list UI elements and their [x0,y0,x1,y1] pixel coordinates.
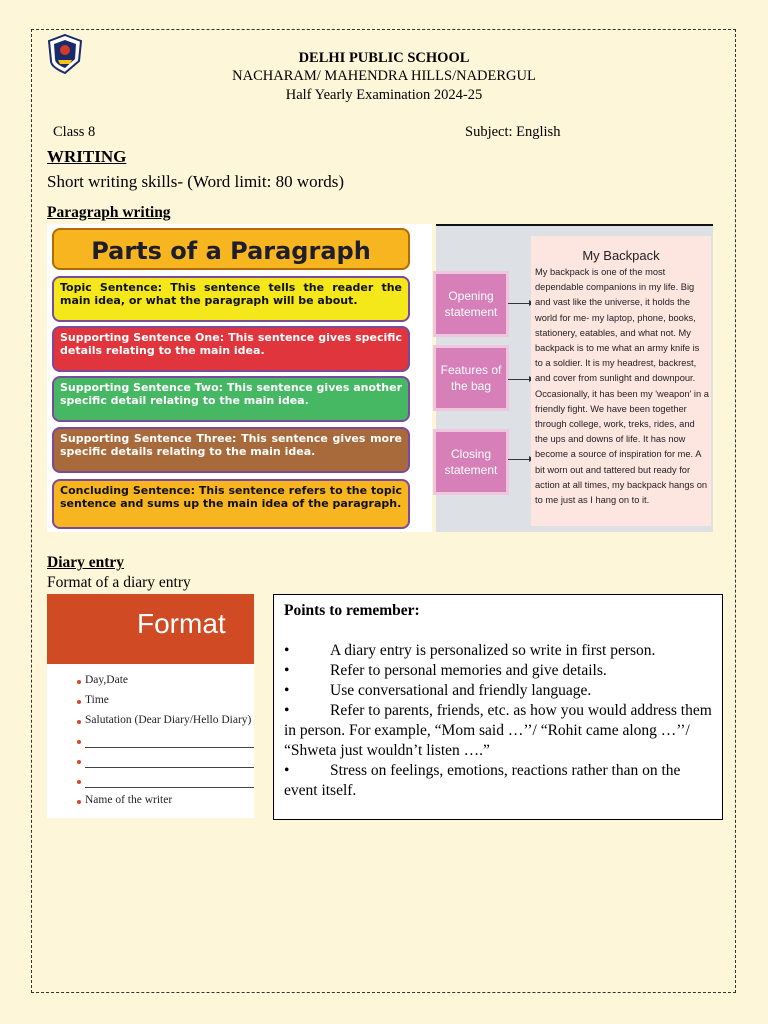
bullet-icon: • [284,702,290,719]
part-supporting-one: Supporting Sentence One: This sentence gives specific details relating to the main idea. [52,326,410,372]
diary-format-image [47,594,254,818]
backpack-text-panel [531,236,711,526]
bullet-icon: • [284,662,290,679]
part-supporting-three: Supporting Sentence Three: This sentence gives more specific details relating to the main idea. [52,427,410,473]
backpack-example-image [436,224,713,532]
parts-of-paragraph-image [47,224,432,532]
point-item: • A diary entry is personalized so write in first person. [284,642,656,659]
subject-label: Subject: English [465,124,561,140]
format-item-salutation: Salutation (Dear Diary/Hello Diary) [85,714,252,726]
format-blank-line [85,767,254,768]
bullet-icon [77,800,81,804]
format-blank-line [85,787,254,788]
opening-statement-label: Opening statement [436,274,506,334]
school-branches: NACHARAM/ MAHENDRA HILLS/NADERGUL [232,68,536,84]
point-item: • Use conversational and friendly language. [284,682,592,699]
part-topic-sentence: Topic Sentence: This sentence tells the reader the main idea, or what the paragraph will be about. [52,276,410,322]
closing-statement-label: Closing statement [436,432,506,492]
points-title: Points to remember: [284,602,420,619]
bullet-icon [77,720,81,724]
backpack-body: My backpack is one of the most dependable companions in my life. Big and vast like the universe, it holds the world for me- my laptop, phone, books, stationery, eatables, and what not. My backpack is to me what an army knife is to a soldier. It is my headrest, backrest, and cover from sunlight and downpour. Occasionally, it has been my 'weapon' in a friendly fight. We have been together through college, work, treks, rides, and the ups and downs of life. It has now become a source of inspiration for me. A bit worn out and tattered but ready for action at all times, my backpack hangs on to me just as I hang on to it. [535,267,709,506]
school-name: DELHI PUBLIC SCHOOL [298,50,470,66]
backpack-title: My Backpack [582,248,660,263]
format-item-daydate: Day,Date [85,674,128,686]
point-item: • Refer to personal memories and give details. [284,662,607,679]
bullet-icon: • [284,762,290,779]
arrow-icon [508,303,532,304]
arrow-icon [508,459,532,460]
arrow-icon [508,379,532,380]
part-concluding-sentence: Concluding Sentence: This sentence refers to the topic sentence and sums up the main idea of the paragraph. [52,479,410,529]
points-to-remember-box [273,594,723,820]
parts-title: Parts of a Paragraph [52,228,410,270]
bullet-icon [77,780,81,784]
bullet-icon [77,680,81,684]
bullet-icon [77,760,81,764]
class-label: Class 8 [53,124,96,140]
diary-format-caption: Format of a diary entry [47,574,191,591]
exam-title: Half Yearly Examination 2024-25 [285,87,483,103]
format-item-time: Time [85,694,109,706]
bullet-icon [77,700,81,704]
bullet-icon [77,740,81,744]
point-item: • Refer to parents, friends, etc. as how you would address them in person. For example, “Mom said …’’/ “Rohit came along …’’/ “Shweta just wouldn’t listen ….” [284,702,712,759]
section-title: WRITING [47,147,127,166]
part-supporting-two: Supporting Sentence Two: This sentence gives another specific detail relating to the main idea. [52,376,410,422]
diary-heading: Diary entry [47,554,125,571]
format-item-writer: Name of the writer [85,794,173,806]
bullet-icon: • [284,642,290,659]
bullet-icon: • [284,682,290,699]
paragraph-heading: Paragraph writing [47,204,171,221]
point-item: • Stress on feelings, emotions, reactions rather than on the event itself. [284,762,681,799]
features-label: Features of the bag [436,348,506,408]
format-blank-line [85,747,254,748]
format-title: Format [137,608,226,639]
section-subtitle: Short writing skills- (Word limit: 80 words) [47,172,345,191]
